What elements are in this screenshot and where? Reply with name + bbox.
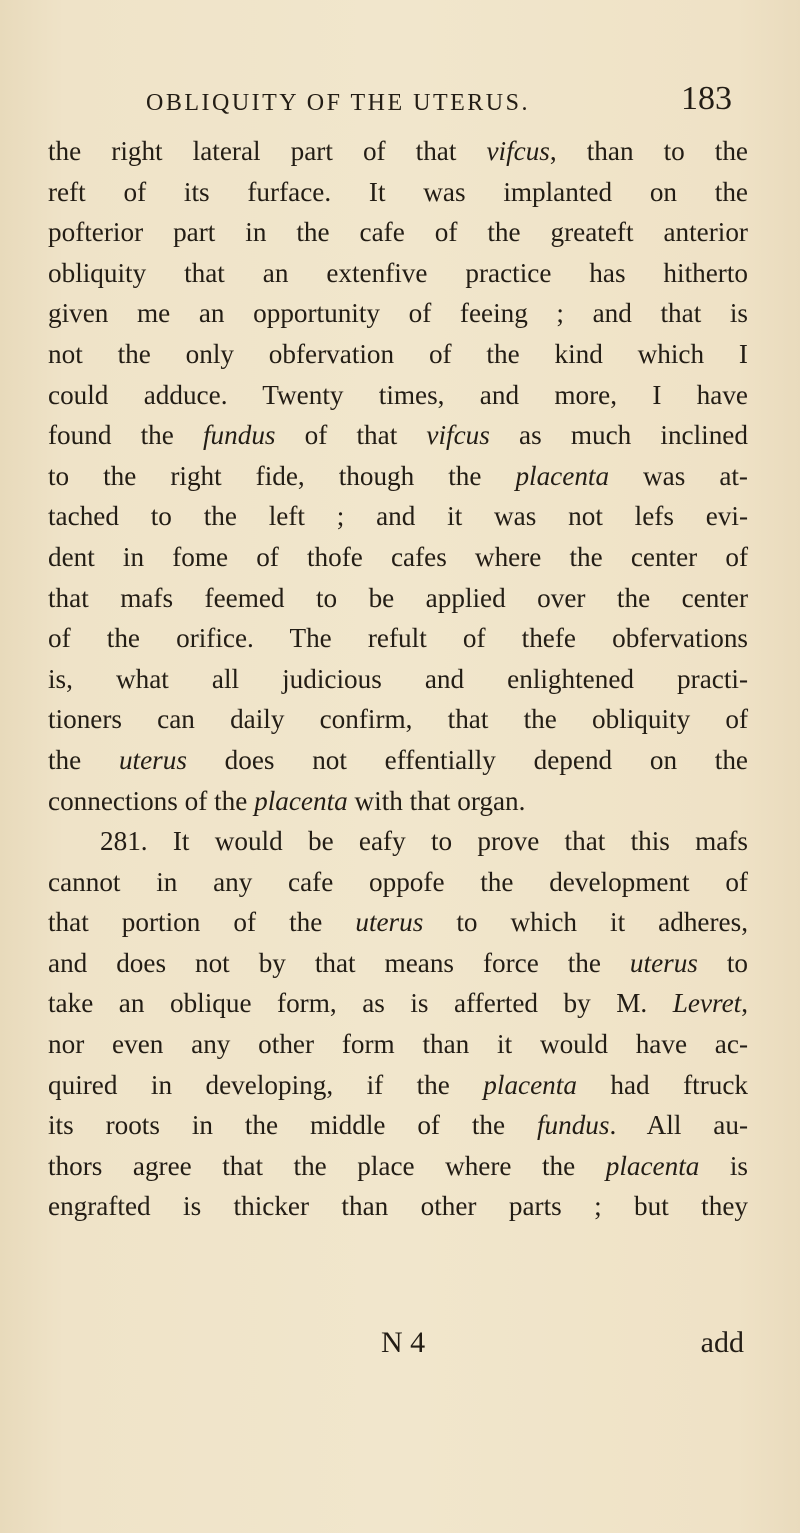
text-run: is [699, 1150, 748, 1181]
italic-term: fundus [536, 1110, 610, 1141]
body-text [48, 131, 748, 1227]
text-line [48, 740, 748, 781]
italic-term: placenta [254, 785, 348, 816]
text-run: to [697, 947, 748, 978]
text-line [48, 253, 748, 294]
text-run: take an oblique form, as is afferted by M. [48, 988, 673, 1019]
text-run: is, what all judicious and enlightened practi- [48, 663, 748, 694]
running-title: OBLIQUITY OF THE UTERUS. [146, 90, 530, 116]
text-run: given me an opportunity of feeing ; and that is [48, 298, 748, 329]
text-line [48, 821, 748, 862]
text-line [48, 1024, 748, 1065]
text-run: , than to the [549, 136, 749, 166]
italic-term: uterus [629, 947, 698, 978]
text-run: to the right fide, though the [48, 460, 516, 491]
italic-term: placenta [605, 1150, 700, 1181]
text-line [48, 618, 748, 659]
text-run: connections of the [48, 785, 255, 816]
text-line [48, 943, 748, 984]
text-line [48, 578, 748, 619]
text-run: of that [275, 420, 427, 451]
text-run: as much inclined [489, 420, 748, 451]
text-run: reft of its furface. It was implanted on the [48, 176, 748, 207]
text-run: pofterior part in the cafe of the greateft anterior [48, 217, 748, 248]
italic-term: placenta [483, 1069, 577, 1100]
text-line [48, 1105, 748, 1146]
italic-term: uterus [355, 907, 424, 938]
text-run: the [48, 744, 119, 775]
text-line [48, 781, 748, 822]
text-run: cannot in any cafe oppofe the development of [48, 866, 748, 897]
text-line [48, 902, 748, 943]
text-line [48, 1065, 748, 1106]
text-line [48, 1186, 748, 1227]
text-run: nor even any other form than it would have ac- [48, 1029, 748, 1060]
italic-term: vifcus [426, 420, 490, 451]
text-run: its roots in the middle of the [48, 1110, 537, 1141]
text-run: of the orifice. The refult of thefe obfervations [48, 623, 748, 654]
text-line [48, 293, 748, 334]
text-run: thors agree that the place where the [48, 1150, 606, 1181]
italic-term: uterus [118, 744, 187, 775]
text-run: that mafs feemed to be applied over the center [48, 582, 748, 613]
text-run: the right lateral part of that [48, 136, 487, 166]
text-run: to which it adheres, [423, 907, 748, 938]
text-line [48, 375, 748, 416]
text-run: that portion of the [48, 907, 356, 938]
text-run: . All au- [609, 1110, 748, 1141]
text-line [48, 172, 748, 213]
text-line [48, 334, 748, 375]
text-run: tached to the left ; and it was not lefs evi- [48, 501, 748, 532]
text-line [48, 983, 748, 1024]
text-run: and does not by that means force the [48, 947, 630, 978]
text-line [48, 862, 748, 903]
text-run: not the only obfervation of the kind which I [48, 338, 748, 369]
text-run: was at- [609, 460, 748, 491]
text-run: 281. It would be eafy to prove that this mafs [100, 826, 748, 857]
page-footer [48, 1326, 748, 1368]
page-number: 183 [681, 80, 732, 117]
text-line [48, 537, 748, 578]
text-run: obliquity that an extenfive practice has hitherto [48, 257, 748, 288]
text-run: quired in developing, if the [48, 1069, 484, 1100]
text-run: with that organ. [347, 785, 526, 816]
text-line [48, 1146, 748, 1187]
text-run: , [741, 988, 748, 1019]
text-line [48, 456, 748, 497]
italic-term: fundus [202, 420, 276, 451]
text-line [48, 415, 748, 456]
text-run: found the [48, 420, 203, 451]
signature-mark: N 4 [381, 1326, 426, 1359]
text-run: dent in fome of thofe cafes where the center of [48, 541, 748, 572]
text-run: could adduce. Twenty times, and more, I have [48, 379, 748, 410]
text-line [48, 659, 748, 700]
text-run: tioners can daily confirm, that the obliquity of [48, 704, 748, 735]
page-header [146, 80, 746, 124]
text-line [48, 496, 748, 537]
text-line [48, 699, 748, 740]
text-run: had ftruck [576, 1069, 748, 1100]
italic-term: vifcus [486, 136, 550, 166]
text-run: engrafted is thicker than other parts ; but they [48, 1191, 748, 1222]
text-run: does not effentially depend on the [186, 744, 748, 775]
text-line [48, 131, 748, 172]
text-line [48, 212, 748, 253]
catchword: add [700, 1326, 744, 1359]
italic-term: Levret [672, 988, 742, 1019]
italic-term: placenta [515, 460, 610, 491]
